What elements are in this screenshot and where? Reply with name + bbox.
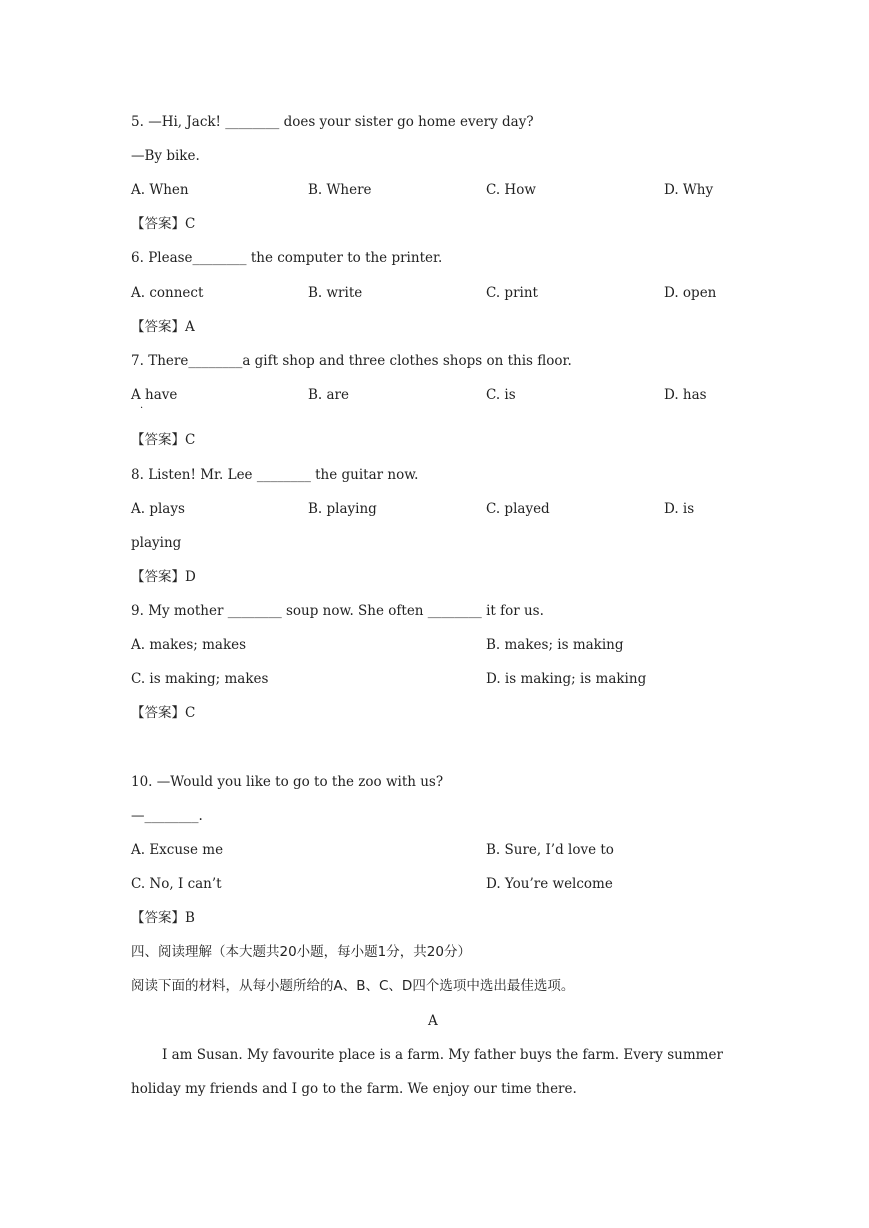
q7-stem: 7. There________a gift shop and three clothes shops on this floor.	[131, 353, 572, 369]
passage-line-2: holiday my friends and I go to the farm. We enjoy our time there.	[131, 1081, 577, 1097]
q10-option-b: B. Sure, I’d love to	[486, 842, 614, 858]
q6-option-a: A. connect	[131, 285, 204, 301]
q10-option-d: D. You’re welcome	[486, 876, 613, 892]
q7-option-a: A have	[131, 387, 178, 403]
q5-answer: 【答案】C	[131, 216, 196, 232]
q9-option-d: D. is making; is making	[486, 671, 647, 687]
stray-dot-mark: ·	[140, 403, 144, 414]
q5-option-a: A. When	[131, 182, 189, 198]
passage-line-1: I am Susan. My favourite place is a farm. My father buys the farm. Every summer	[162, 1047, 723, 1063]
q10-option-c: C. No, I can’t	[131, 876, 222, 892]
q9-stem: 9. My mother ________ soup now. She often ________ it for us.	[131, 603, 544, 619]
section-instruction: 阅读下面的材料，从每小题所给的A、B、C、D四个选项中选出最佳选项。	[131, 978, 575, 994]
q5-reply: —By bike.	[131, 148, 200, 164]
q10-option-a: A. Excuse me	[131, 842, 224, 858]
q9-option-c: C. is making; makes	[131, 671, 269, 687]
section-heading: 四、阅读理解（本大题共20小题，每小题1分，共20分）	[131, 944, 471, 960]
q7-option-d: D. has	[664, 387, 707, 403]
q10-answer: 【答案】B	[131, 910, 195, 926]
q9-option-b: B. makes; is making	[486, 637, 624, 653]
q10-reply: —________.	[131, 808, 203, 824]
q10-stem: 10. —Would you like to go to the zoo with us?	[131, 774, 444, 790]
q9-answer: 【答案】C	[131, 705, 196, 721]
q8-option-c: C. played	[486, 501, 550, 517]
q6-option-c: C. print	[486, 285, 538, 301]
q8-option-d: D. is	[664, 501, 695, 517]
q9-option-a: A. makes; makes	[131, 637, 247, 653]
q8-option-a: A. plays	[131, 501, 185, 517]
passage-label: A	[428, 1013, 438, 1029]
q8-answer: 【答案】D	[131, 569, 196, 585]
q6-answer: 【答案】A	[131, 319, 195, 335]
q7-answer: 【答案】C	[131, 432, 196, 448]
q8-option-d-wrap: playing	[131, 535, 182, 551]
q5-option-d: D. Why	[664, 182, 714, 198]
q8-stem: 8. Listen! Mr. Lee ________ the guitar now.	[131, 467, 419, 483]
q6-option-b: B. write	[308, 285, 363, 301]
q6-option-d: D. open	[664, 285, 717, 301]
q7-option-b: B. are	[308, 387, 349, 403]
q5-stem: 5. —Hi, Jack! ________ does your sister go home every day?	[131, 114, 534, 130]
q7-option-c: C. is	[486, 387, 516, 403]
q5-option-b: B. Where	[308, 182, 372, 198]
q6-stem: 6. Please________ the computer to the printer.	[131, 250, 443, 266]
q8-option-b: B. playing	[308, 501, 377, 517]
q5-option-c: C. How	[486, 182, 536, 198]
